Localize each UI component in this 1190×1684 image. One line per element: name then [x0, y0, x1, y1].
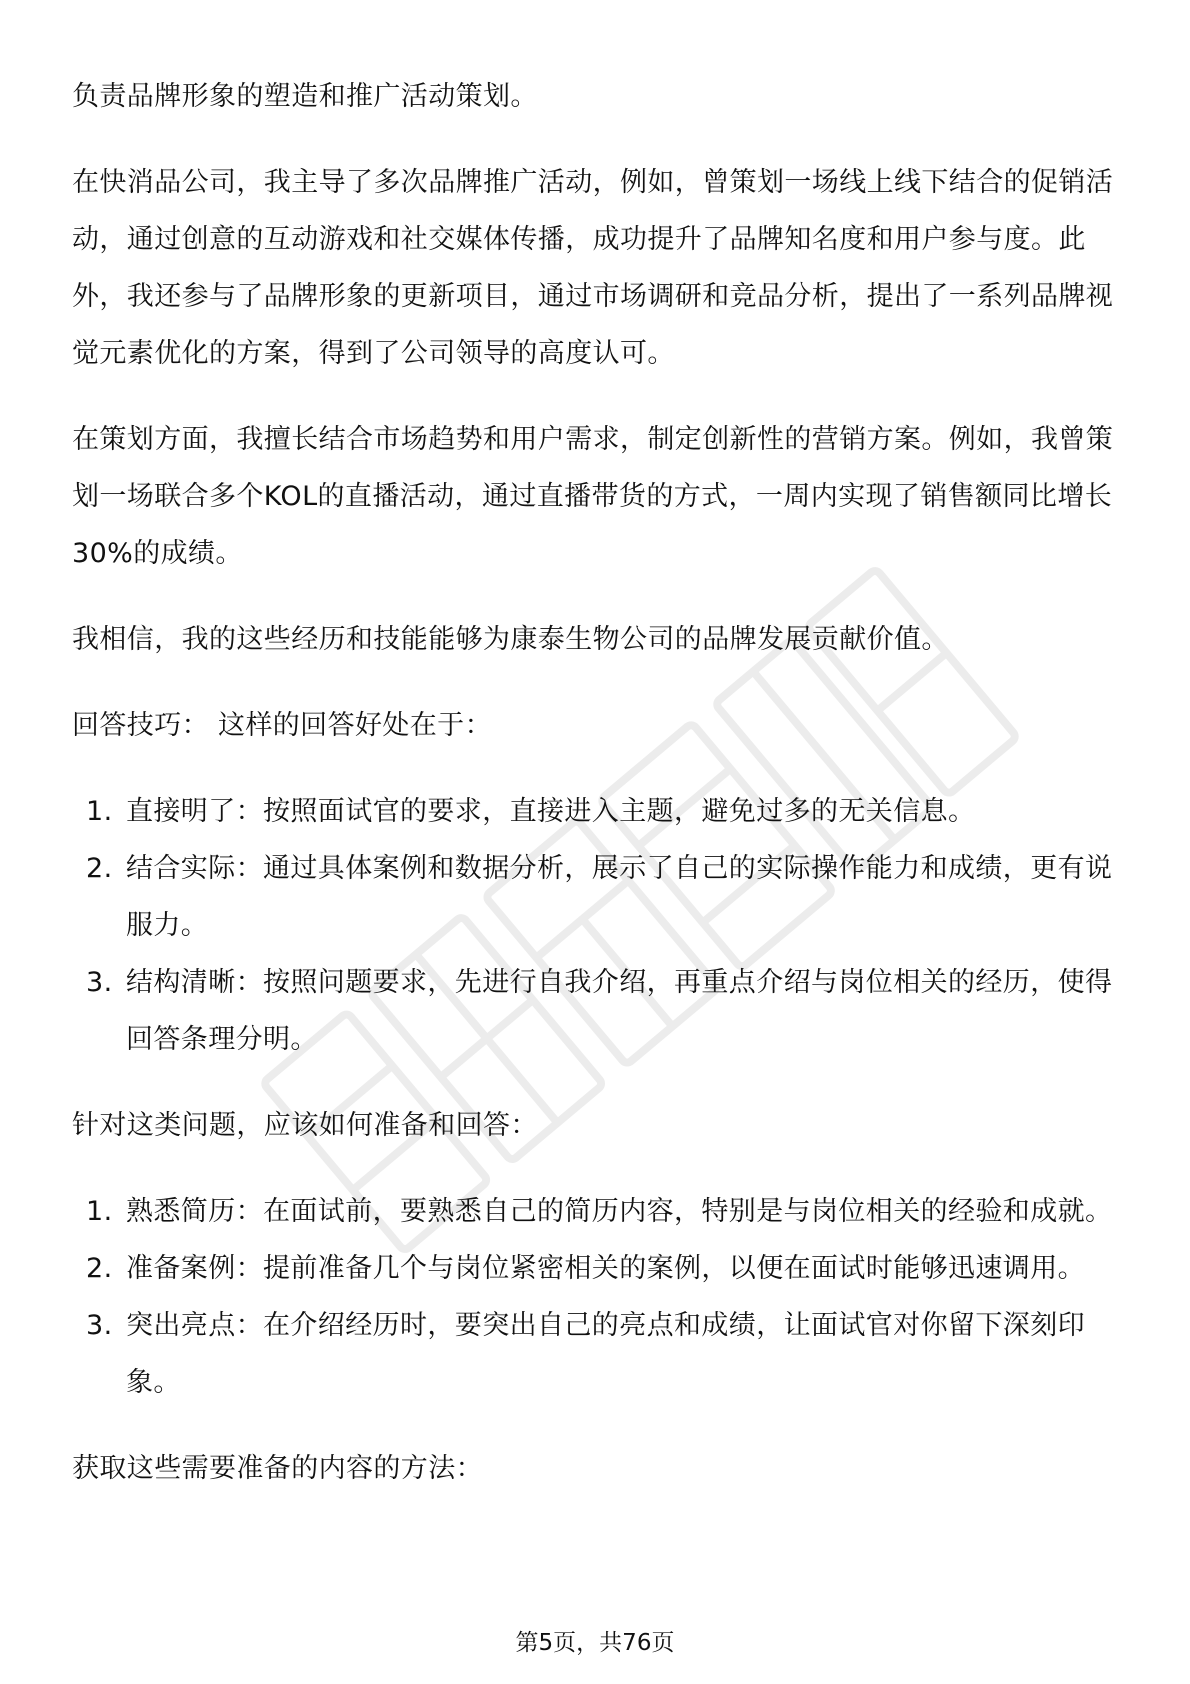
- list-item-text: 直接明了：按照面试官的要求，直接进入主题，避免过多的无关信息。: [126, 796, 976, 827]
- tips-list: [72, 783, 1118, 1068]
- method-heading: 获取这些需要准备的内容的方法：: [72, 1453, 483, 1484]
- main-content: [72, 68, 1118, 1497]
- list-item-number: 3.: [86, 1310, 113, 1341]
- list-item-number: 2.: [86, 853, 113, 884]
- prep-list: [72, 1183, 1118, 1411]
- list-item: [72, 1240, 1118, 1297]
- list-item: [72, 1297, 1118, 1411]
- list-item-text: 突出亮点：在介绍经历时，要突出自己的亮点和成绩，让面试官对你留下深刻印象。: [126, 1310, 1085, 1398]
- list-item-text: 结构清晰：按照问题要求，先进行自我介绍，再重点介绍与岗位相关的经历，使得回答条理分明。: [126, 967, 1113, 1055]
- page-number: 第5页，共76页: [515, 1630, 675, 1656]
- paragraph-role-summary: 负责品牌形象的塑造和推广活动策划。: [72, 81, 538, 112]
- list-item-text: 准备案例：提前准备几个与岗位紧密相关的案例，以便在面试时能够迅速调用。: [126, 1253, 1085, 1284]
- list-item-number: 1.: [86, 796, 113, 827]
- list-item-text: 结合实际：通过具体案例和数据分析，展示了自己的实际操作能力和成绩，更有说服力。: [126, 853, 1113, 941]
- tips-heading: 回答技巧： 这样的回答好处在于：: [72, 710, 492, 741]
- paragraph-planning-skills: 在策划方面，我擅长结合市场趋势和用户需求，制定创新性的营销方案。例如，我曾策划一场联合多个KOL的直播活动，通过直播带货的方式，一周内实现了销售额同比增长30%的成绩。: [72, 424, 1114, 569]
- paragraph-closing-statement: 我相信，我的这些经历和技能能够为康泰生物公司的品牌发展贡献价值。: [72, 624, 949, 655]
- prep-heading: 针对这类问题，应该如何准备和回答：: [72, 1110, 538, 1141]
- list-item: [72, 783, 1118, 840]
- list-item-number: 2.: [86, 1253, 113, 1284]
- list-item-text: 熟悉简历：在面试前，要熟悉自己的简历内容，特别是与岗位相关的经验和成就。: [126, 1196, 1113, 1227]
- list-item: [72, 840, 1118, 954]
- list-item-number: 1.: [86, 1196, 113, 1227]
- list-item-number: 3.: [86, 967, 113, 998]
- list-item: [72, 954, 1118, 1068]
- list-item: [72, 1183, 1118, 1240]
- paragraph-fmcg-experience: 在快消品公司，我主导了多次品牌推广活动，例如，曾策划一场线上线下结合的促销活动，通过创意的互动游戏和社交媒体传播，成功提升了品牌知名度和用户参与度。此外，我还参与了品牌形象的更新项目，通过市场调研和竞品分析，提出了一系列品牌视觉元素优化的方案，得到了公司领导的高度认可。: [72, 167, 1114, 369]
